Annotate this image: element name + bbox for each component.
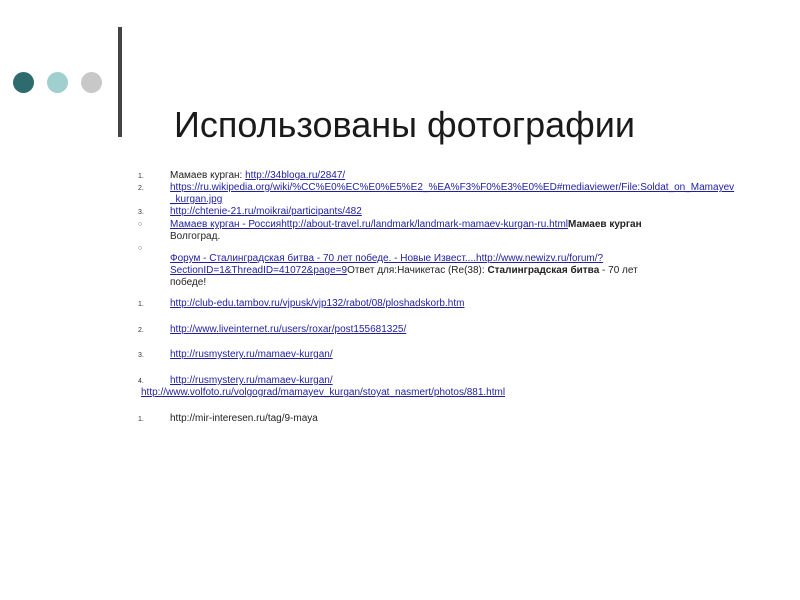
item-bold: Мамаев курган <box>568 219 642 230</box>
decor-dot-light <box>47 72 68 93</box>
decor-dot-dark <box>13 72 34 93</box>
list-text <box>170 324 740 336</box>
list-text <box>170 170 740 182</box>
reference-link[interactable]: http://www.liveinternet.ru/users/roxar/post155681325/ <box>170 324 407 335</box>
reference-link[interactable]: https://ru.wikipedia.org/wiki/%CC%E0%EC%E0%E5%E2_%EA%F3%F0%E3%E0%ED#mediaviewer/File:Soldat_on_Mamayev_kurgan.jpg <box>170 182 735 205</box>
item-rest: Волгоград. <box>170 231 221 242</box>
list-text <box>170 298 740 310</box>
list-text <box>170 182 738 206</box>
list-number: 3. <box>138 352 144 359</box>
item-rest-2: - 70 лет победе! <box>170 265 638 288</box>
slide-title: Использованы фотографии <box>174 104 635 145</box>
item-label: Мамаев курган: <box>170 170 246 181</box>
list-text <box>141 387 711 399</box>
reference-link[interactable]: http://rusmystery.ru/mamaev-kurgan/ <box>170 375 333 386</box>
list-text <box>170 375 740 387</box>
list-number: 1. <box>138 416 144 423</box>
reference-link[interactable]: http://34bloga.ru/2847/ <box>245 170 346 181</box>
reference-link[interactable]: Мамаев курган - Россияhttp://about-travel.ru/landmark/landmark-mamaev-kurgan-ru.html <box>170 219 568 230</box>
list-number: 2. <box>138 185 144 192</box>
list-text <box>170 349 740 361</box>
reference-link[interactable]: http://www.volfoto.ru/volgograd/mamayev_kurgan/stoyat_nasmert/photos/881.html <box>141 387 506 398</box>
item-rest: Ответ для:Начикетас (Re(38): <box>347 265 488 276</box>
list-text <box>170 219 670 243</box>
list-text <box>170 206 740 218</box>
list-number: 1. <box>138 301 144 308</box>
item-bold: Сталинградская битва <box>487 265 600 276</box>
list-text: http://mir-interesen.ru/tag/9-maya <box>170 413 318 424</box>
list-number: 3. <box>138 209 144 216</box>
decor-vertical-line <box>118 27 122 137</box>
reference-link[interactable]: http://rusmystery.ru/mamaev-kurgan/ <box>170 349 333 360</box>
list-text <box>170 253 670 289</box>
reference-link[interactable]: http://club-edu.tambov.ru/vjpusk/vjp132/rabot/08/ploshadskorb.htm <box>170 298 465 309</box>
decor-dot-gray <box>81 72 102 93</box>
reference-link[interactable]: http://chtenie-21.ru/moikrai/participants/482 <box>170 206 362 217</box>
list-number: 4. <box>138 378 144 385</box>
list-bullet: ○ <box>138 221 143 228</box>
list-bullet: ○ <box>138 245 143 252</box>
reference-link[interactable]: Форум - Сталинградская битва - 70 лет победе. - Новые Извест....http://www.newizv.ru/forum/?SectionID=1&ThreadID=41072&page=9 <box>170 253 604 276</box>
list-number: 1. <box>138 173 144 180</box>
list-number: 2. <box>138 327 144 334</box>
